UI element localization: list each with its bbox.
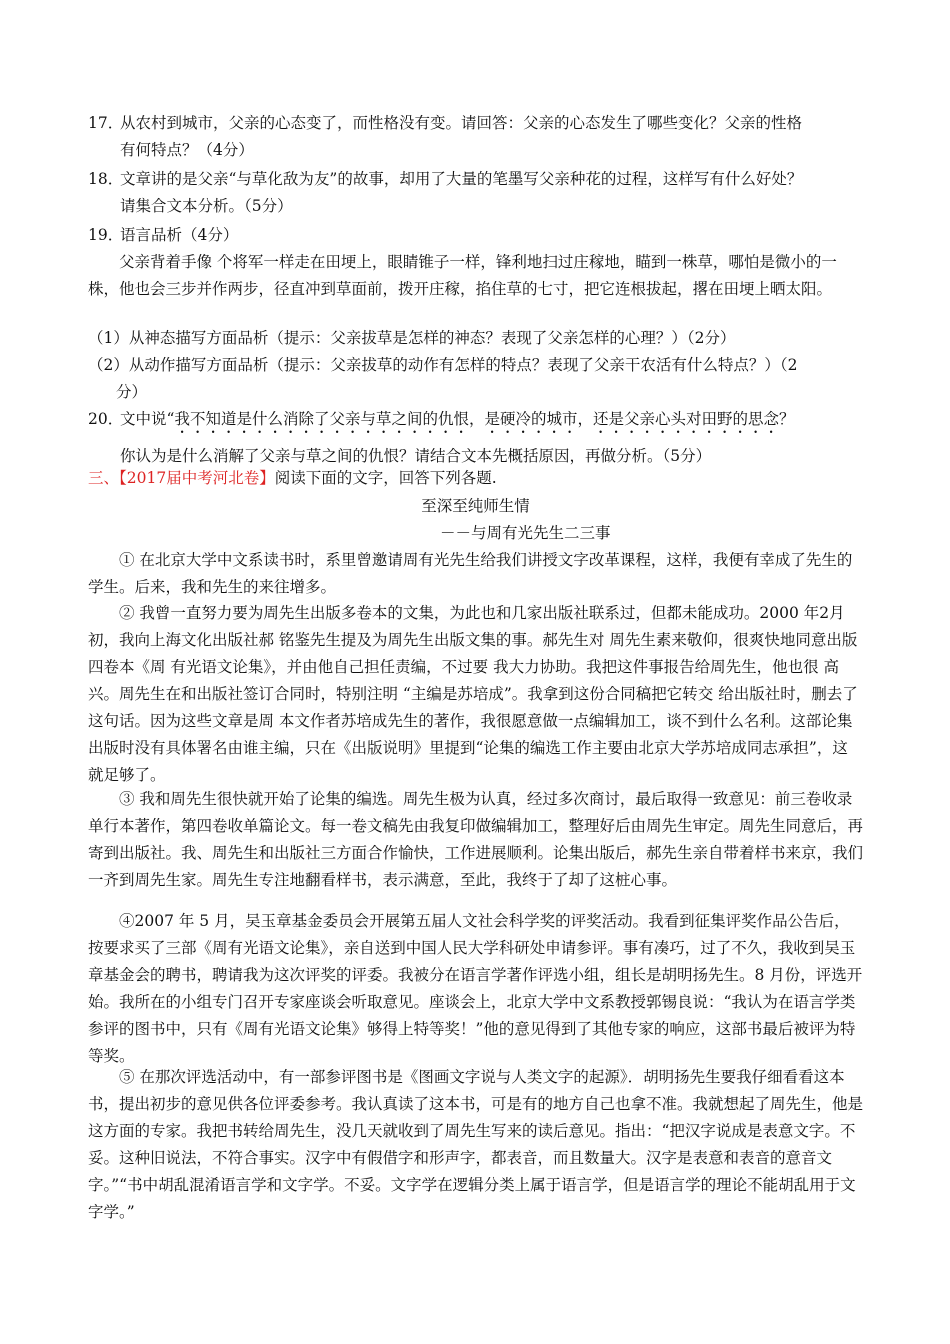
dotted-quote: 我不知道是什么消除了父亲与草之间的仇恨，是硬冷的城市，还是父亲心头对田野的思念 — [174, 410, 779, 428]
article-paragraph-2: ② 我曾一直努力要为周先生出版多卷本的文集，为此也和几家出版社联系过，但都未能成功。2000 年2月初，我向上海文化出版社郝 铭鉴先生提及为周先生出版文集的事。郝先生对 周先生素来敬仰，很爽快地同意出版四卷本《周 有光语文论集》，并由他自己担任责编，不过要 我大力协助。我把这件事报告给周先生，他也很 高兴。周先生在和出版社签订合同时，特别注明 “主编是苏培成”。我拿到这份合同稿把它转交 给出版社时，删去了这句话。因为这些文章是周 本文作者苏培成先生的著作，我很愿意做一点编辑加工，谈不到什么名利。这部论集出版时没有具体署名由谁主编，只在《出版说明》里提到“论集的编选工作主要由北京大学苏培成同志承担”，这就足够了。 — [88, 604, 858, 784]
sub-question-text-cont: 分） — [116, 383, 148, 401]
question-title: 语言品析（4分） — [120, 226, 239, 244]
question-19 — [88, 222, 863, 249]
question-19-sub-2 — [88, 352, 863, 406]
question-number: 17． — [88, 114, 124, 132]
question-text: 文章讲的是父亲“与草化敌为友”的故事，却用了大量的笔墨写父亲种花的过程，这样写有什么好处？ — [120, 170, 803, 188]
question-number: 19． — [88, 226, 124, 244]
article-paragraph-4: ④2007 年 5 月，吴玉章基金委员会开展第五届人文社会科学奖的评奖活动。我看到征集评奖作品公告后，按要求买了三部《周有光语文论集》，亲自送到中国人民大学科研处申请参评。事有凑巧，过了不久，我收到吴玉章基金会的聘书，聘请我为这次评奖的评委。我被分在语言学著作评选小组，组长是胡明扬先生。8 月份，评选开始。我所在的小组专门召开专家座谈会听取意见。座谈会上，北京大学中文系教授郭锡良说：“我认为在语言学类参评的图书中，只有《周有光语文论集》够得上特等奖！”他的意见得到了其他专家的响应，这部书最后被评为特等奖。 — [88, 912, 863, 1065]
question-19-passage: 父亲背着手像 个将军一样走在田埂上，眼睛锥子一样，锋利地扫过庄稼地，瞄到一株草，哪怕是微小的一株，他也会三步并作两步，径直冲到草面前，拨开庄稼，掐住草的七寸，把它连根拔起，撂在田埂上晒太阳。 — [88, 253, 837, 298]
article-paragraph-5: ⑤ 在那次评选活动中，有一部参评图书是《图画文字说与人类文字的起源》．胡明扬先生要我仔细看看这本书，提出初步的意见供各位评委参考。我认真读了这本书，可是有的地方自己也拿不准。我就想起了周先生，他是这方面的专家。我把书转给周先生，没几天就收到了周先生写来的读后意见。指出：“把汉字说成是表意文字。不妥。这种旧说法，不符合事实。汉字中有假借字和形声字，都表音，而且数量大。汉字是表意和表音的意音文字。”“书中胡乱混淆语言学和文字学。不妥。文字学在逻辑分类上属于语言学，但是语言学的理论不能胡乱用于文字学。” — [88, 1068, 864, 1221]
article-paragraph-3: ③ 我和周先生很快就开始了论集的编选。周先生极为认真，经过多次商讨，最后取得一致意见：前三卷收录单行本著作，第四卷收单篇论文。每一卷文稿先由我复印做编辑加工，整理好后由周先生审定。周先生同意后，再寄到出版社。我、周先生和出版社三方面合作愉快，工作进展顺利。论集出版后，郝先生亲自带着样书来京，我们一齐到周先生家。周先生专注地翻看样书，表示满意，至此，我终于了却了这桩心事。 — [88, 790, 864, 889]
section-prefix: 三、 — [88, 469, 120, 487]
quote-open: 文中说“ — [120, 410, 175, 428]
section-source: 【2017届中考河北卷】 — [119, 469, 275, 487]
question-19-sub-1: （1）从神态描写方面品析（提示：父亲拔草是怎样的神态？表现了父亲怎样的心理？）（2分） — [88, 329, 736, 347]
quote-close: ？ — [778, 410, 795, 428]
question-17 — [88, 110, 863, 164]
section-3-header — [88, 465, 863, 492]
question-18 — [88, 166, 863, 220]
article-title: 至深至纯师生情 — [421, 497, 530, 515]
question-text-cont: 有何特点？（4分） — [120, 141, 254, 159]
sub-question-text: （2）从动作描写方面品析（提示：父亲拔草的动作有怎样的特点？表现了父亲干农活有什么特点？）（2 — [88, 356, 798, 374]
question-text-cont: 请集合文本分析。（5分） — [120, 197, 293, 215]
question-number: 20． — [88, 410, 124, 428]
question-text: 从农村到城市，父亲的心态变了，而性格没有变。请回答：父亲的心态发生了哪些变化？父亲的性格 — [120, 114, 803, 132]
article-subtitle: －－与周有光先生二三事 — [440, 524, 611, 542]
question-number: 18． — [88, 170, 124, 188]
article-paragraph-1: ① 在北京大学中文系读书时，系里曾邀请周有光先生给我们讲授文字改革课程，这样，我便有幸成了先生的学生。后来，我和先生的来往增多。 — [88, 551, 853, 596]
question-text-cont: 你认为是什么消解了父亲与草之间的仇恨？请结合文本先概括原因，再做分析。（5分） — [120, 447, 712, 465]
section-instruction: 阅读下面的文字，回答下列各题. — [274, 469, 497, 487]
question-20 — [88, 406, 863, 470]
